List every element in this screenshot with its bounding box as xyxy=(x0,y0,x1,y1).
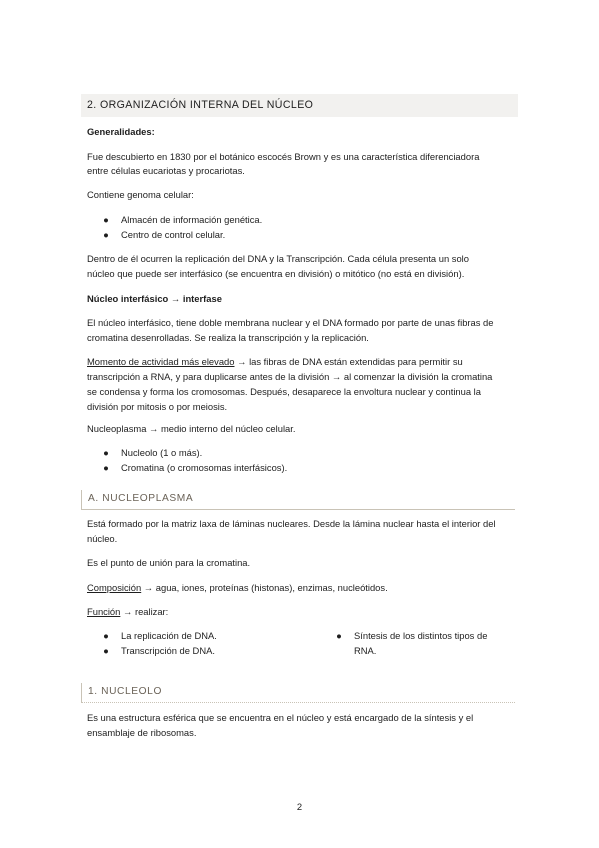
nucleolo-paragraph-1-line-1: Es una estructura esférica que se encuentra en el núcleo y está encargado de la síntesis y el xyxy=(87,712,474,723)
section-title: 2. ORGANIZACIÓN INTERNA DEL NÚCLEO xyxy=(87,99,314,111)
list-item-text: Almacén de información genética. xyxy=(121,214,263,225)
text-run: → agua, iones, proteínas (histonas), enzimas, nucleótidos. xyxy=(141,582,388,593)
subsection-heading-nucleolo xyxy=(81,683,515,703)
subsection-title: A. NUCLEOPLASMA xyxy=(88,493,194,504)
interfasico-paragraph-2-line-3: se condensa y forma los cromosomas. Después, desaparece la envoltura nuclear y continua la xyxy=(87,386,481,397)
interfasico-heading: Núcleo interfásico → interfase xyxy=(87,293,222,304)
bullet-icon: ● xyxy=(103,630,109,641)
bullet-icon: ● xyxy=(103,214,109,225)
generalidades-paragraph-3-line-2: núcleo que puede ser interfásico (se encuentra en división) o mitótico (no está en división). xyxy=(87,268,465,279)
nucleoplasma-paragraph-2: Es el punto de unión para la cromatina. xyxy=(87,557,251,568)
bullet-icon: ● xyxy=(103,645,109,656)
nucleoplasma-composicion xyxy=(87,580,388,597)
list-item-text: Nucleolo (1 o más). xyxy=(121,447,203,458)
list-item-text-continuation: RNA. xyxy=(354,645,377,656)
nucleolo-paragraph-1-line-2: ensamblaje de ribosomas. xyxy=(87,727,197,738)
subsection-heading-nucleoplasma xyxy=(81,490,515,510)
bullet-icon: ● xyxy=(103,462,109,473)
list-item-text: La replicación de DNA. xyxy=(121,630,217,641)
section-heading-bar xyxy=(81,94,518,117)
text-run: → realizar: xyxy=(120,606,169,617)
subsection-title: 1. NUCLEOLO xyxy=(88,686,162,697)
bullet-icon: ● xyxy=(103,447,109,458)
generalidades-paragraph-3-line-1: Dentro de él ocurren la replicación del DNA y la Transcripción. Cada célula presenta un solo xyxy=(87,253,469,264)
interfasico-paragraph-1-line-1: El núcleo interfásico, tiene doble membrana nuclear y el DNA formado por parte de unas fibras de xyxy=(87,317,494,328)
text-run: → las fibras de DNA están extendidas para permitir su xyxy=(234,356,463,367)
interfasico-paragraph-2-line-4: división por mitosis o por meiosis. xyxy=(87,401,228,412)
interfasico-paragraph-2-line-2: transcripción a RNA, y para duplicarse antes de la división → al comenzar la división la cromatina xyxy=(87,371,493,382)
generalidades-heading: Generalidades: xyxy=(87,126,155,137)
page-number: 2 xyxy=(296,801,303,812)
generalidades-paragraph-2: Contiene genoma celular: xyxy=(87,189,194,200)
nucleoplasma-funcion xyxy=(87,604,168,621)
nucleoplasma-paragraph-1-line-2: núcleo. xyxy=(87,533,118,544)
underlined-term: Función xyxy=(87,606,121,617)
generalidades-paragraph-1-line-1: Fue descubierto en 1830 por el botánico escocés Brown y es una característica diferenciadora xyxy=(87,151,480,162)
nucleoplasma-paragraph-1-line-1: Está formado por la matriz laxa de láminas nucleares. Desde la lámina nuclear hasta el interior del xyxy=(87,518,496,529)
underlined-term: Composición xyxy=(87,582,142,593)
generalidades-paragraph-1-line-2: entre células eucariotas y procariotas. xyxy=(87,165,245,176)
list-item-text: Síntesis de los distintos tipos de xyxy=(354,630,488,641)
bullet-icon: ● xyxy=(336,630,342,641)
underlined-term: Momento de actividad más elevado xyxy=(87,356,235,367)
list-item-text: Centro de control celular. xyxy=(121,229,226,240)
interfasico-paragraph-3: Nucleoplasma → medio interno del núcleo celular. xyxy=(87,423,296,434)
interfasico-paragraph-1-line-2: cromatina desenrolladas. Se realiza la transcripción y la replicación. xyxy=(87,332,369,343)
bullet-icon: ● xyxy=(103,229,109,240)
list-item-text: Transcripción de DNA. xyxy=(121,645,215,656)
list-item-text: Cromatina (o cromosomas interfásicos). xyxy=(121,462,288,473)
